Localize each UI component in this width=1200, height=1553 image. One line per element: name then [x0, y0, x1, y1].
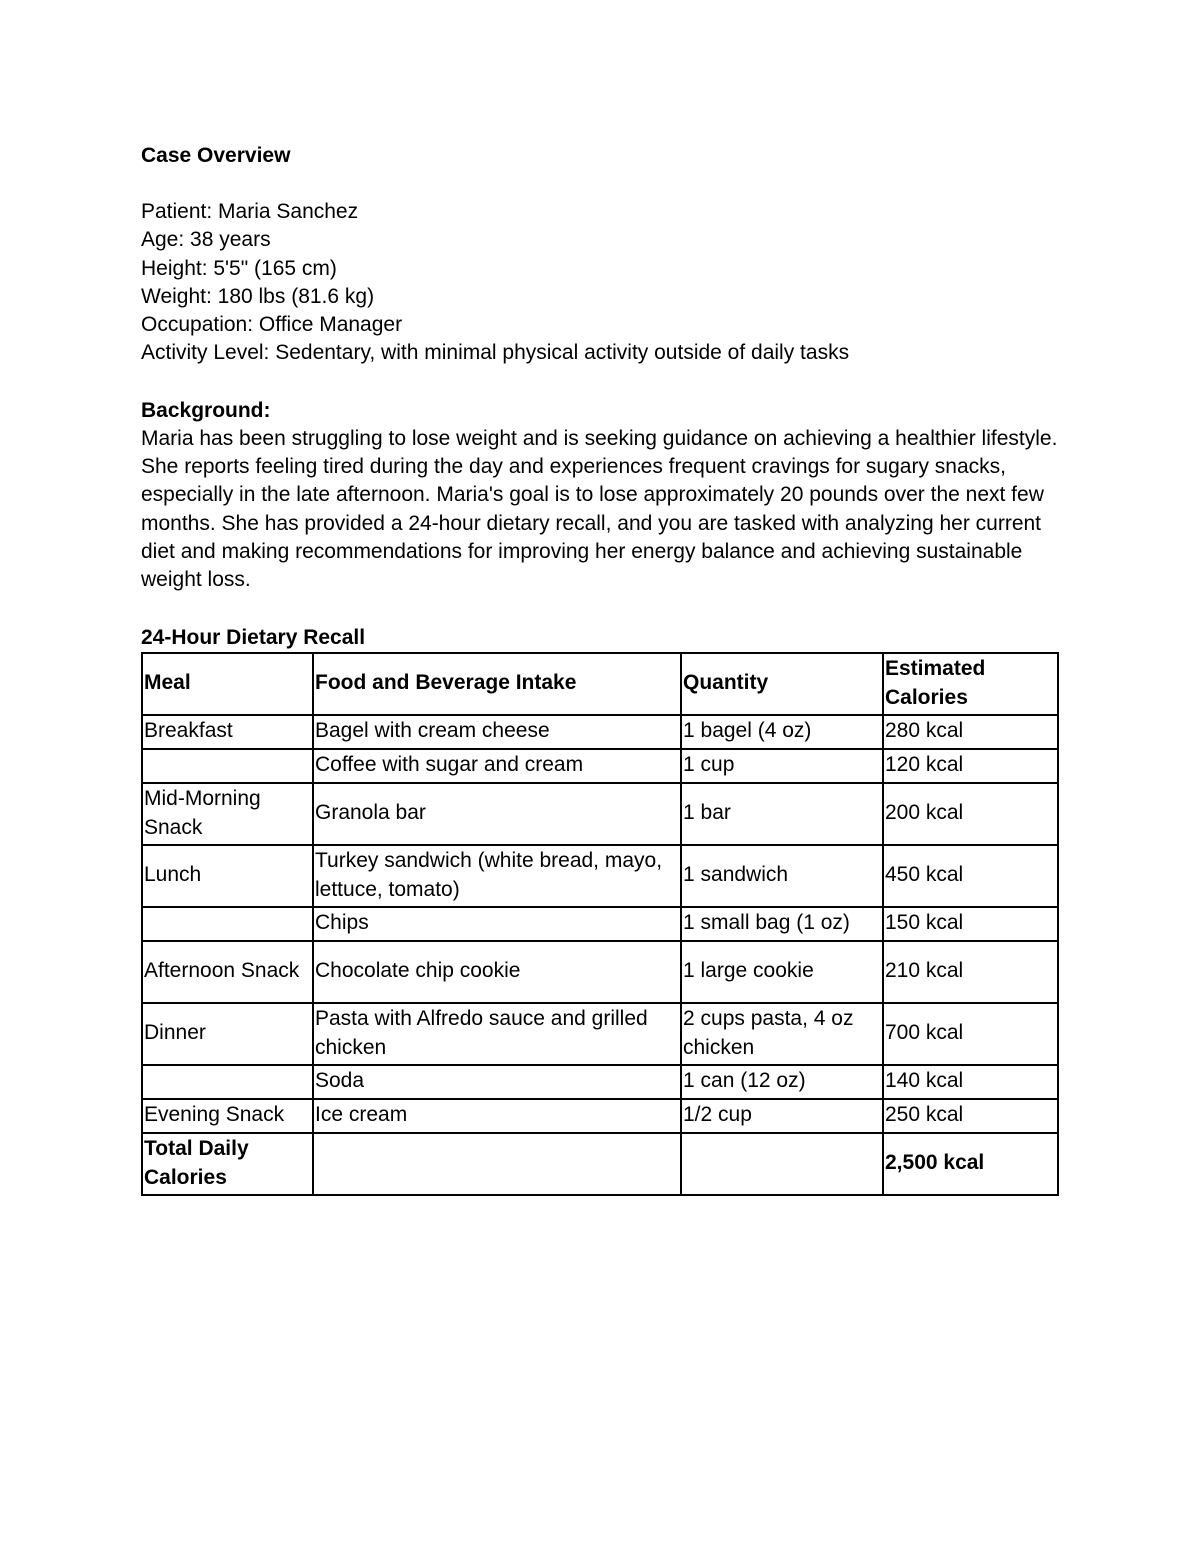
- quantity-cell: 1 can (12 oz): [681, 1065, 883, 1099]
- recall-heading: 24-Hour Dietary Recall: [141, 625, 366, 649]
- document-page: [141, 141, 1059, 1196]
- table-row: [142, 1099, 1058, 1133]
- occupation-line: Occupation: Office Manager: [141, 313, 403, 337]
- food-cell: Coffee with sugar and cream: [313, 749, 681, 783]
- table-row: [142, 1065, 1058, 1099]
- table-row: [142, 749, 1058, 783]
- calories-cell: 280 kcal: [883, 715, 1058, 749]
- meal-cell: Dinner: [142, 1003, 313, 1065]
- total-label-cell: Total Daily Calories: [142, 1133, 313, 1195]
- quantity-cell: 1 small bag (1 oz): [681, 907, 883, 941]
- food-cell: Soda: [313, 1065, 681, 1099]
- table-header-row: [142, 653, 1058, 715]
- table-row: [142, 783, 1058, 845]
- meal-cell: Afternoon Snack: [142, 941, 313, 1003]
- quantity-cell: 1 sandwich: [681, 845, 883, 907]
- activity-line: Activity Level: Sedentary, with minimal physical activity outside of daily tasks: [141, 341, 850, 365]
- meal-cell: [142, 1065, 313, 1099]
- quantity-cell: 1 large cookie: [681, 941, 883, 1003]
- total-calories-cell: 2,500 kcal: [883, 1133, 1058, 1195]
- background-paragraph: Maria has been struggling to lose weight and is seeking guidance on achieving a healthier lifestyle. She reports feeling tired during the day and experiences frequent cravings for sugary snacks, especially in the late afternoon. Maria's goal is to lose approximately 20 pounds over the next few months. She has provided a 24-hour dietary recall, and you are tasked with analyzing her current diet and making recommendations for improving her energy balance and achieving sustainable weight loss.: [141, 426, 1058, 592]
- weight-line: Weight: 180 lbs (81.6 kg): [141, 284, 375, 308]
- table-row: [142, 941, 1058, 1003]
- quantity-cell: 1 bar: [681, 783, 883, 845]
- food-cell: Chips: [313, 907, 681, 941]
- meal-cell: Breakfast: [142, 715, 313, 749]
- calories-cell: 120 kcal: [883, 749, 1058, 783]
- dietary-recall-table: [141, 652, 1059, 1196]
- calories-cell: 450 kcal: [883, 845, 1058, 907]
- header-calories: Estimated Calories: [883, 653, 1058, 715]
- background-heading: Background:: [141, 398, 271, 422]
- age-line: Age: 38 years: [141, 228, 271, 252]
- food-cell: Ice cream: [313, 1099, 681, 1133]
- food-cell: Granola bar: [313, 783, 681, 845]
- header-food: Food and Beverage Intake: [313, 653, 681, 715]
- calories-cell: 140 kcal: [883, 1065, 1058, 1099]
- meal-cell: Lunch: [142, 845, 313, 907]
- meal-cell: [142, 749, 313, 783]
- calories-cell: 250 kcal: [883, 1099, 1058, 1133]
- total-row: [142, 1133, 1058, 1195]
- total-food-cell: [313, 1133, 681, 1195]
- meal-cell: Mid-Morning Snack: [142, 783, 313, 845]
- meal-cell: Evening Snack: [142, 1099, 313, 1133]
- calories-cell: 700 kcal: [883, 1003, 1058, 1065]
- header-quantity: Quantity: [681, 653, 883, 715]
- table-row: [142, 1003, 1058, 1065]
- patient-line: Patient: Maria Sanchez: [141, 200, 359, 223]
- calories-cell: 210 kcal: [883, 941, 1058, 1003]
- quantity-cell: 1/2 cup: [681, 1099, 883, 1133]
- case-overview-heading: Case Overview: [141, 144, 291, 167]
- food-cell: Chocolate chip cookie: [313, 941, 681, 1003]
- food-cell: Turkey sandwich (white bread, mayo, lettuce, tomato): [313, 845, 681, 907]
- quantity-cell: 2 cups pasta, 4 oz chicken: [681, 1003, 883, 1065]
- meal-cell: [142, 907, 313, 941]
- food-cell: Bagel with cream cheese: [313, 715, 681, 749]
- total-quantity-cell: [681, 1133, 883, 1195]
- table-row: [142, 907, 1058, 941]
- food-cell: Pasta with Alfredo sauce and grilled chicken: [313, 1003, 681, 1065]
- calories-cell: 200 kcal: [883, 783, 1058, 845]
- table-row: [142, 715, 1058, 749]
- quantity-cell: 1 bagel (4 oz): [681, 715, 883, 749]
- header-meal: Meal: [142, 653, 313, 715]
- calories-cell: 150 kcal: [883, 907, 1058, 941]
- height-line: Height: 5'5" (165 cm): [141, 256, 337, 280]
- table-row: [142, 845, 1058, 907]
- quantity-cell: 1 cup: [681, 749, 883, 783]
